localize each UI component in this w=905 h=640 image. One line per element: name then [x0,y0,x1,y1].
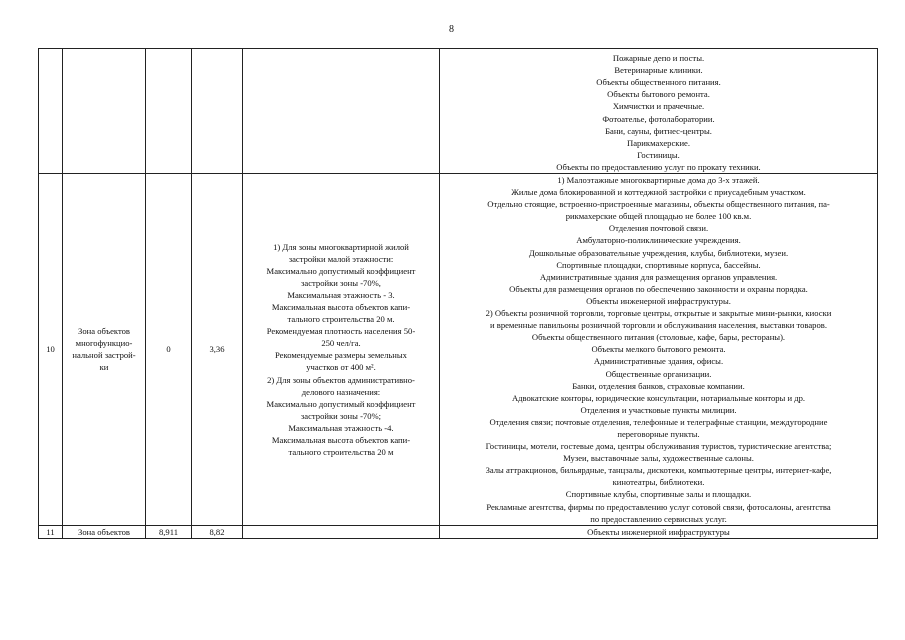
zone-name-line: многофункцио- [75,338,133,349]
use-line: Музеи, выставочные залы, художественные салоны. [563,453,754,464]
use-line: Объекты по предоставлению услуг по прокату техники. [556,161,761,172]
param-line: Рекомендуемая плотность населения 50- [266,326,416,337]
use-line: Фотоателье, фотолаборатории. [602,113,715,124]
zone-name-cell [63,49,146,174]
zone-name-cell: Зона объектов [63,525,146,538]
parameters-cell [243,174,440,526]
table-row [39,525,878,538]
zone-name-line: нальной застрой- [72,350,136,361]
parameters-cell [243,49,440,174]
value-cell: 8,82 [192,525,243,538]
param-line: Максимальная высота объектов капи- [271,301,411,312]
value-cell [192,49,243,174]
value-cell: 8,911 [146,525,192,538]
param-line: участков от 400 м². [306,362,376,373]
use-line: Гостиницы, мотели, гостевые дома, центры обслуживания туристов, туристические агентства; [485,441,832,452]
use-line: Залы аттракционов, бильярдные, танцзалы, дискотеки, компьютерные центры, интернет-кафе, [485,465,832,476]
param-line: застройки зоны -70%, [301,277,381,288]
use-line: Отделения связи; почтовые отделения, телефонные и телеграфные станции, междугородние [489,416,828,427]
use-line: Общественные организации. [605,368,712,379]
use-line: Пожарные депо и посты. [612,53,705,64]
zone-name-line: Зона объектов [78,326,130,337]
use-line: Ветеринарные клиники. [614,65,703,76]
param-line: Максимальная этажность - 3. [287,289,395,300]
zone-name-cell [63,174,146,526]
permitted-uses-cell [440,174,878,526]
use-line: Объекты мелкого бытового ремонта. [591,344,726,355]
param-line: Максимально допустимый коэффициент [266,398,416,409]
value-cell [146,49,192,174]
use-line: Объекты бытового ремонта. [607,89,710,100]
use-line: Дошкольные образовательные учреждения, клубы, библиотеки, музеи. [528,247,789,258]
use-line: 2) Объекты розничной торговли, торговые центры, открытые и закрытые мини-рынки, киоски [485,308,832,319]
param-line: 2) Для зоны объектов административно- [267,374,415,385]
use-line: Спортивные площадки, спортивные корпуса, бассейны. [556,259,761,270]
use-line: кинотеатры, библиотеки. [612,477,705,488]
use-line: переговорные пункты. [617,428,700,439]
use-line: Объекты инженерной инфраструктуры. [586,295,731,306]
param-line: застройки малой этажности: [288,253,394,264]
use-line: рикмахерские общей площадью не более 100 кв.м. [565,211,752,222]
use-line: и временные павильоны розничной торговли и обслуживания населения, выставки товаров. [490,320,827,331]
row-number-cell: 10 [39,174,63,526]
table-row [39,49,878,174]
zoning-table [38,48,878,539]
use-line: Спортивные клубы, спортивные залы и площадки. [565,489,752,500]
use-line: Бани, сауны, фитнес-центры. [605,125,712,136]
use-line: Административные здания, офисы. [593,356,724,367]
param-line: Максимальная этажность -4. [288,422,394,433]
use-line: Гостиницы. [637,149,680,160]
use-line: 1) Малоэтажные многоквартирные дома до 3-х этажей. [557,175,760,185]
use-line: Парикмахерские. [626,137,691,148]
use-line: Отделения и участковые пункты милиции. [580,404,737,415]
permitted-uses-cell [440,49,878,174]
permitted-uses-cell: Объекты инженерной инфраструктуры [440,525,878,538]
value-cell: 3,36 [192,174,243,526]
use-line: по предоставлению сервисных услуг. [590,513,727,524]
row-number-cell: 11 [39,525,63,538]
use-line: Объекты общественного питания (столовые, кафе, бары, рестораны). [531,332,786,343]
use-line: Банки, отделения банков, страховые компании. [572,380,745,391]
use-line: Рекламные агентства, фирмы по предоставлению услуг сотовой связи, фотосалоны, агентства [486,501,831,512]
use-line: Отдельно стоящие, встроенно-пристроенные магазины, объекты общественного питания, па- [487,199,830,210]
param-line: 1) Для зоны многоквартирной жилой [273,241,409,252]
use-line: Амбулаторно-поликлинические учреждения. [576,235,741,246]
use-line: Объекты общественного питания. [596,77,721,88]
use-line: Объекты для размещения органов по обеспечению законности и охраны порядка. [509,283,808,294]
param-line: тального строительства 20 м [288,447,394,458]
param-line: застройки зоны -70%; [300,410,382,421]
param-line: Рекомендуемые размеры земельных [275,350,407,361]
page-number: 8 [449,24,454,35]
param-line: тального строительства 20 м. [287,314,395,325]
use-line: Адвокатские конторы, юридические консультации, нотариальные конторы и др. [511,392,806,403]
use-line: Отделения почтовой связи. [608,223,709,234]
table-row [39,174,878,526]
param-line: делового назначения: [301,386,381,397]
row-number-cell [39,49,63,174]
use-line: Жилые дома блокированной и коттеджной застройки с приусадебным участком. [511,187,806,198]
parameters-cell [243,525,440,538]
value-cell: 0 [146,174,192,526]
param-line: Максимальная высота объектов капи- [271,435,411,446]
use-line: Химчистки и прачечные. [612,101,705,112]
param-line: 250 чел/га. [321,338,361,349]
zone-name-line: ки [99,362,109,373]
use-line: Административные здания для размещения органов управления. [539,271,778,282]
param-line: Максимально допустимый коэффициент [266,265,416,276]
